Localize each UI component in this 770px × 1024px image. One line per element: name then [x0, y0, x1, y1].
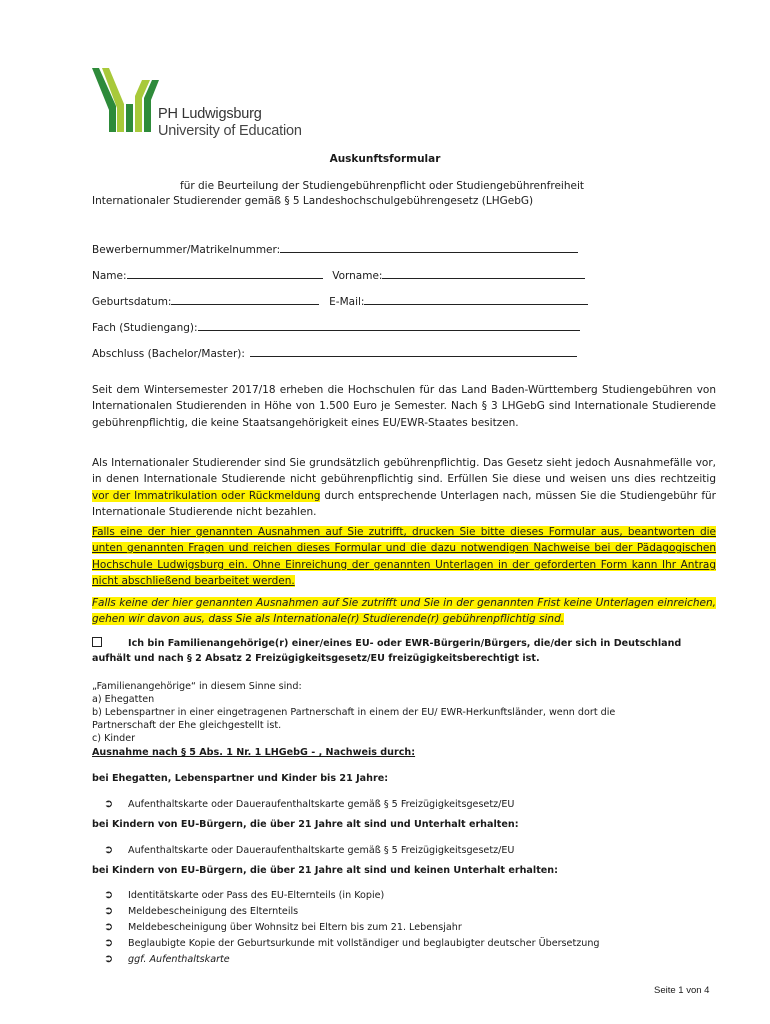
label-applicant-number: Bewerbernummer/Matrikelnummer: — [92, 244, 281, 256]
page-number: Seite 1 von 4 — [654, 985, 710, 996]
input-line-birth-date[interactable] — [171, 293, 319, 305]
family-member-label: Ich bin Familienangehörige(r) einer/eines EU- oder EWR-Bürgerin/Bürgers, die/der sich in Deutschland aufhält und nach § 2 Absatz 2 Freizügigkeitsgesetz/EU freizügigkeitsberechtigt ist. — [92, 638, 682, 664]
arrow-bullet-icon: ➲ — [104, 843, 114, 856]
exception-heading: Ausnahme nach § 5 Abs. 1 Nr. 1 LHGebG - , Nachweis durch: — [92, 747, 416, 758]
group-2-item-text: Aufenthaltskarte oder Daueraufenthaltskarte gemäß § 5 Freizügigkeitsgesetz/EU — [128, 845, 515, 856]
group-3-item — [104, 920, 462, 933]
field-applicant-number — [92, 241, 578, 256]
family-item-b-line-2: Partnerschaft der Ehe gleichgestellt ist. — [92, 720, 282, 731]
arrow-bullet-icon: ➲ — [104, 904, 114, 917]
family-member-checkbox[interactable] — [92, 637, 102, 647]
group-3-item — [104, 952, 230, 965]
paragraph-exceptions-text-1: Als Internationaler Studierender sind Sie grundsätzlich gebührenpflichtig. Das Gesetz sieht jedoch Ausnahmefälle vor, in denen Internationale Studierende nicht gebührenpflichtig sind. Erfüllen Sie diese und weisen uns dies rechtzeitig — [92, 457, 716, 486]
field-degree — [92, 345, 577, 360]
logo-text — [158, 106, 302, 140]
input-line-name[interactable] — [127, 267, 323, 279]
subtitle-line-2: Internationaler Studierender gemäß § 5 Landeshochschulgebührengesetz (LHGebG) — [92, 195, 534, 207]
label-email: E-Mail: — [329, 296, 365, 308]
group-1-item-text: Aufenthaltskarte oder Daueraufenthaltskarte gemäß § 5 Freizügigkeitsgesetz/EU — [128, 799, 515, 810]
logo-line-1: PH Ludwigsburg — [158, 106, 262, 122]
label-first-name: Vorname: — [332, 270, 383, 282]
paragraph-instructions — [92, 524, 716, 589]
input-line-applicant-number[interactable] — [280, 241, 578, 253]
input-line-first-name[interactable] — [382, 267, 585, 279]
paragraph-fee-intro: Seit dem Wintersemester 2017/18 erheben die Hochschulen für das Land Baden-Württemberg Studiengebühren von Internationalen Studierenden in Höhe von 1.500 Euro je Semester. Nach § 3 LHGebG sind Internationale Studierende gebührenpflichtig, die keine Staatsangehörigkeit eines EU/EWR-Staates besitzen. — [92, 384, 716, 429]
group-3-item-text: Meldebescheinigung über Wohnsitz bei Eltern bis zum 21. Lebensjahr — [128, 922, 462, 933]
logo-mark-icon — [92, 68, 159, 132]
field-birth-date — [92, 293, 588, 308]
group-1-item — [104, 797, 514, 810]
group-3-item-text: Beglaubigte Kopie der Geburtsurkunde mit vollständiger und beglaubigter deutscher Übersetzung — [128, 938, 600, 949]
field-subject — [92, 319, 580, 334]
paragraph-warning — [92, 595, 716, 628]
family-item-a: a) Ehegatten — [92, 694, 155, 705]
group-3-item — [104, 888, 384, 901]
paragraph-instructions-text: Falls eine der hier genannten Ausnahmen auf Sie zutrifft, drucken Sie bitte dieses Formular aus, beantworten die unten genannten Fragen und reichen dieses Formular und die dazu notwendigen Nachweise bei der Pädagogischen Hochschule Ludwigsburg ein. Ohne Einreichung der genannten Unterlagen in der geforderten Form kann Ihr Antrag nicht abschließend bearbeitet werden. — [92, 526, 716, 587]
field-name — [92, 267, 585, 282]
family-item-c: c) Kinder — [92, 733, 136, 744]
logo-line-2: University of Education — [158, 123, 302, 139]
group-3-item-text: Meldebescheinigung des Elternteils — [128, 906, 299, 917]
paragraph-exceptions — [92, 455, 716, 520]
arrow-bullet-icon: ➲ — [104, 936, 114, 949]
paragraph-exceptions-highlight: vor der Immatrikulation oder Rückmeldung — [92, 489, 321, 502]
label-birth-date: Geburtsdatum: — [92, 296, 172, 308]
paragraph-warning-text: Falls keine der hier genannten Ausnahmen auf Sie zutrifft und Sie in der genannten Frist keine Unterlagen einreichen, gehen wir davon aus, dass Sie als Internationale(r) Studierende(r) gebührenpflichtig sind. — [92, 597, 716, 626]
paragraph-exceptions-text-2: durch entsprechende Unterlagen nach, müssen Sie die Studiengebühr für Internationale Studierende nicht bezahlen. — [92, 489, 717, 518]
document-title: Auskunftsformular — [329, 153, 441, 165]
family-intro: „Familienangehörige“ in diesem Sinne sind: — [92, 681, 302, 692]
family-member-option — [92, 636, 717, 666]
input-line-subject[interactable] — [198, 319, 580, 331]
arrow-bullet-icon: ➲ — [104, 888, 114, 901]
group-3-item — [104, 936, 600, 949]
group-3-heading: bei Kindern von EU-Bürgern, die über 21 Jahre alt sind und keinen Unterhalt erhalten: — [92, 865, 558, 876]
group-1-heading: bei Ehegatten, Lebenspartner und Kinder bis 21 Jahre: — [92, 773, 389, 784]
arrow-bullet-icon: ➲ — [104, 797, 114, 810]
label-subject: Fach (Studiengang): — [92, 322, 198, 334]
input-line-degree[interactable] — [250, 345, 577, 357]
subtitle-line-1: für die Beurteilung der Studiengebührenpflicht oder Studiengebührenfreiheit — [180, 180, 584, 192]
arrow-bullet-icon: ➲ — [104, 920, 114, 933]
group-3-item — [104, 904, 298, 917]
input-line-email[interactable] — [364, 293, 588, 305]
group-2-item — [104, 843, 514, 856]
group-3-item-text: Identitätskarte oder Pass des EU-Elternteils (in Kopie) — [128, 890, 385, 901]
arrow-bullet-icon: ➲ — [104, 952, 114, 965]
label-degree: Abschluss (Bachelor/Master): — [92, 348, 245, 360]
group-3-item-text: ggf. Aufenthaltskarte — [128, 954, 230, 965]
group-2-heading: bei Kindern von EU-Bürgern, die über 21 Jahre alt sind und Unterhalt erhalten: — [92, 819, 519, 830]
family-item-b-line-1: b) Lebenspartner in einer eingetragenen Partnerschaft in einem der EU/ EWR-Herkunftsländer, wenn dort die — [92, 707, 616, 718]
label-name: Name: — [92, 270, 127, 282]
